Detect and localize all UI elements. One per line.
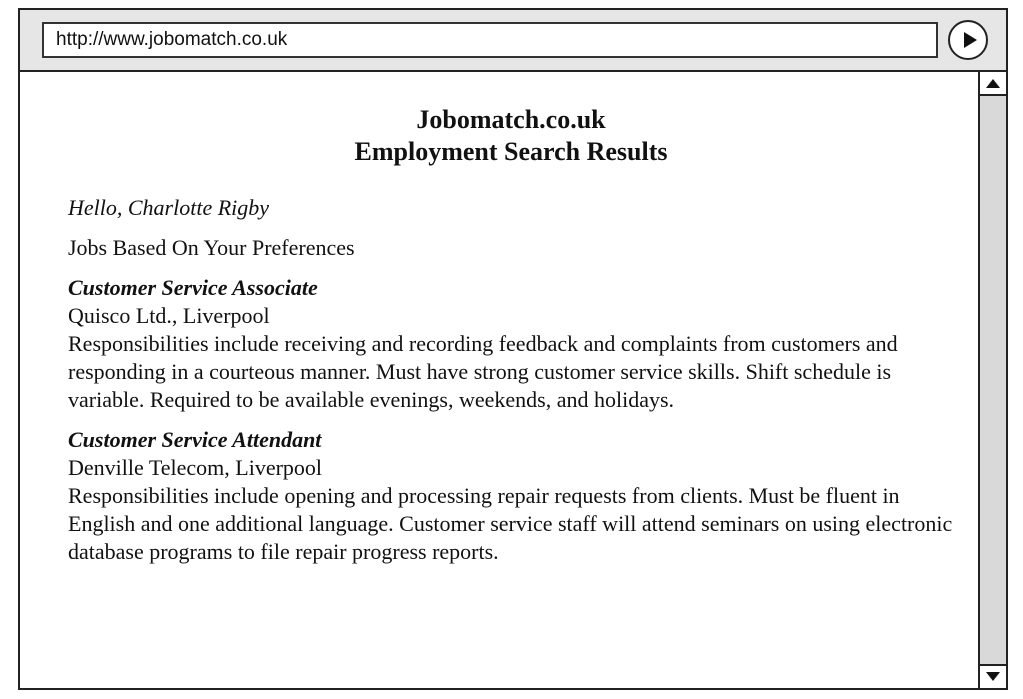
job-company: Quisco Ltd., Liverpool [68, 303, 270, 328]
scroll-down-button[interactable] [980, 664, 1006, 688]
vertical-scrollbar[interactable] [978, 72, 1006, 688]
play-icon [950, 22, 986, 58]
job-title[interactable]: Customer Service Associate [68, 275, 318, 300]
job-title[interactable]: Customer Service Attendant [68, 427, 322, 452]
page-title [68, 104, 954, 168]
go-button[interactable] [948, 20, 988, 60]
job-listing [68, 426, 954, 566]
job-company: Denville Telecom, Liverpool [68, 455, 323, 480]
triangle-up-icon [986, 79, 1000, 88]
scroll-up-button[interactable] [980, 72, 1006, 96]
preferences-heading: Jobs Based On Your Preferences [68, 235, 355, 260]
address-bar-url: http://www.jobomatch.co.uk [56, 29, 288, 50]
triangle-down-icon [986, 672, 1000, 681]
page-content [20, 72, 978, 688]
job-description: Responsibilities include receiving and recording feedback and complaints from customers and responding in a courteous manner. Must have strong customer service skills. Shift schedule is variable. Required to be available evenings, weekends, and holidays. [68, 331, 898, 412]
browser-window [18, 8, 1008, 690]
address-bar[interactable] [42, 22, 938, 58]
greeting: Hello, Charlotte Rigby [68, 195, 270, 220]
browser-toolbar [20, 10, 1006, 72]
job-description: Responsibilities include opening and processing repair requests from clients. Must be fluent in English and one additional language. Customer service staff will attend seminars on using electronic database programs to file repair progress reports. [68, 483, 953, 564]
page-subtitle: Employment Search Results [354, 137, 668, 166]
site-name: Jobomatch.co.uk [416, 105, 606, 134]
job-listing [68, 274, 954, 414]
